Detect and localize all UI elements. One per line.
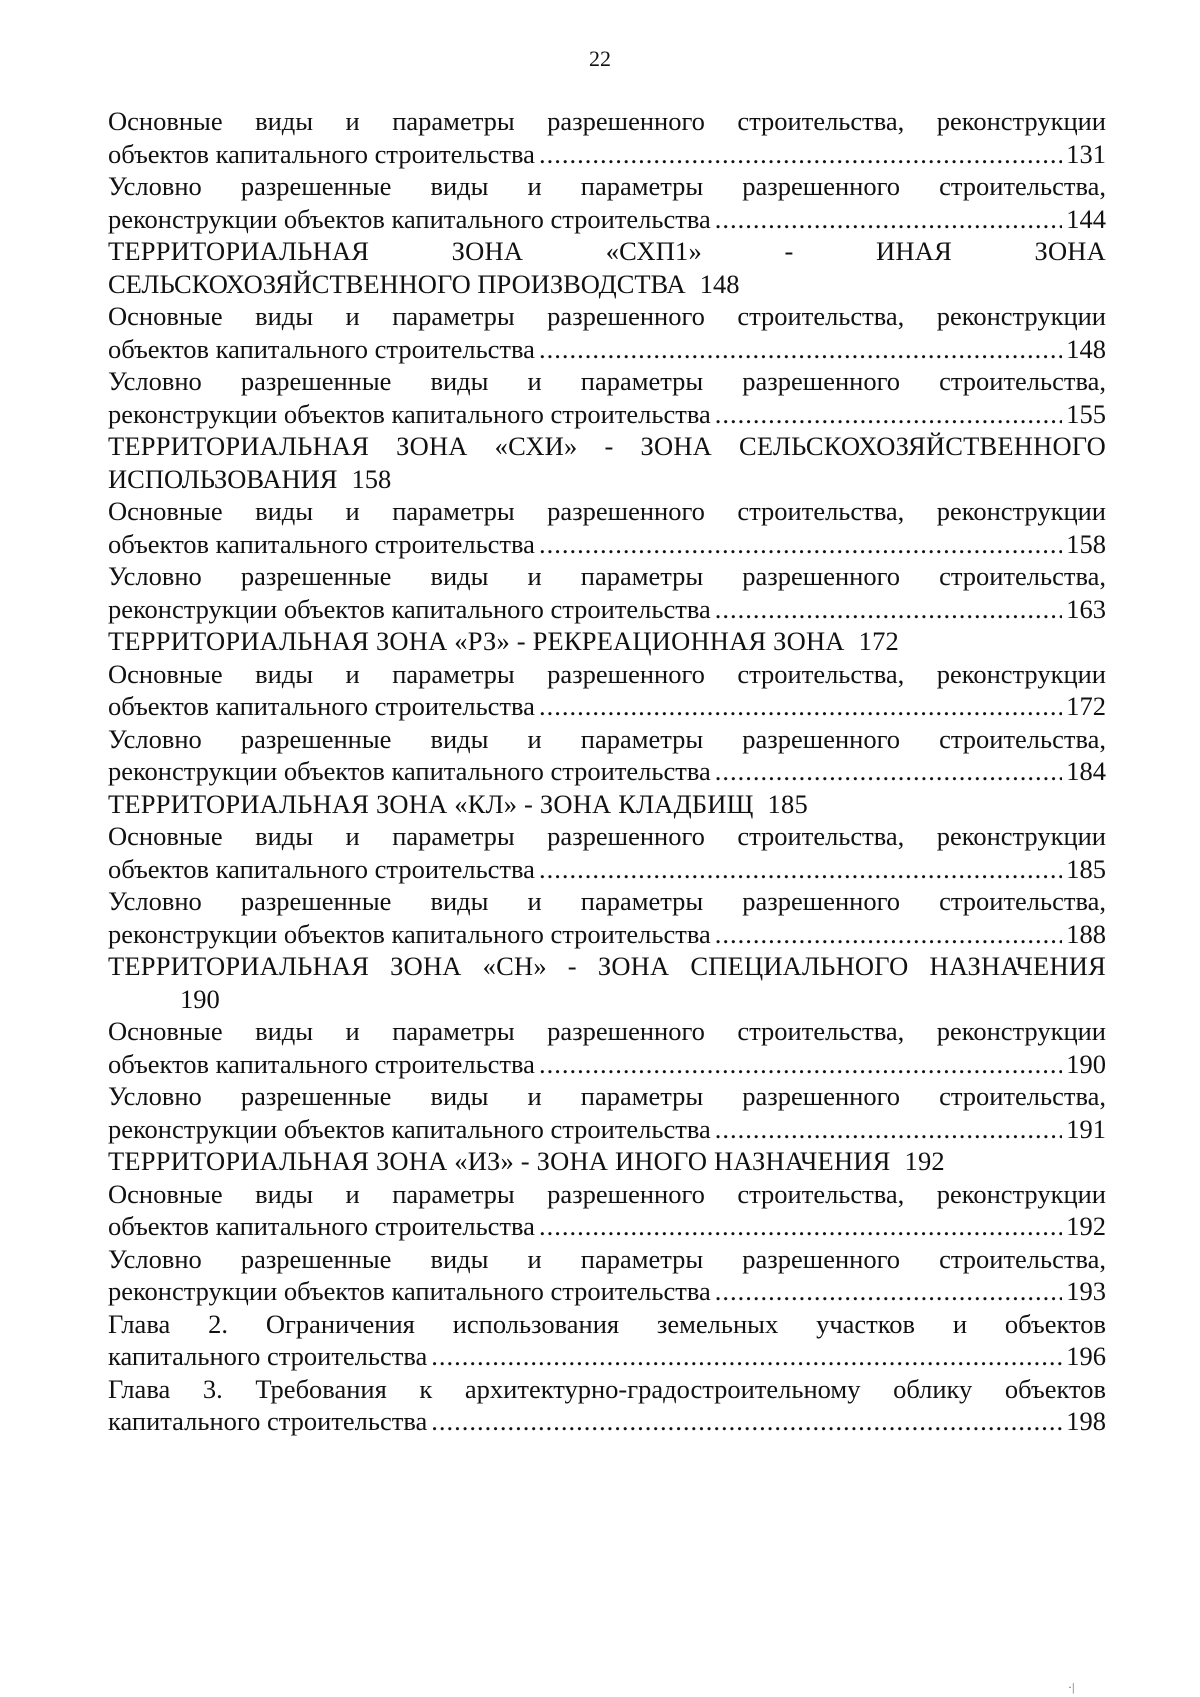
toc-entry bbox=[108, 170, 1106, 235]
toc-entry bbox=[108, 1243, 1106, 1308]
toc-entry-title-line1: Основные виды и параметры разрешенного строительства, реконструкции bbox=[108, 496, 1106, 526]
toc-entry-title-line1: Условно разрешенные виды и параметры разрешенного строительства, bbox=[108, 366, 1106, 396]
toc-entry bbox=[108, 1178, 1106, 1243]
toc-page-number: 158 bbox=[1066, 528, 1106, 559]
dot-leader bbox=[539, 528, 1062, 561]
zone-heading-text: СЕЛЬСКОХОЗЯЙСТВЕННОГО ПРОИЗВОДСТВА bbox=[108, 268, 686, 299]
toc-page-number: 163 bbox=[1066, 593, 1106, 624]
toc-entry-title-text: объектов капитального строительства bbox=[108, 853, 535, 884]
dot-leader bbox=[431, 1340, 1062, 1373]
toc-entry-title-line2 bbox=[108, 593, 1106, 626]
toc-entry-title-line2 bbox=[108, 528, 1106, 561]
toc-entry-title-line1: Основные виды и параметры разрешенного строительства, реконструкции bbox=[108, 301, 1106, 331]
dot-leader bbox=[539, 138, 1062, 171]
zone-heading-line2 bbox=[108, 983, 1106, 1016]
zone-heading-line1 bbox=[108, 788, 1106, 821]
toc-entry-title-line1: Условно разрешенные виды и параметры разрешенного строительства, bbox=[108, 886, 1106, 916]
dot-leader bbox=[539, 853, 1062, 886]
toc-entry bbox=[108, 300, 1106, 365]
toc-entry-title-text: реконструкции объектов капитального строительства bbox=[108, 1113, 711, 1144]
toc-entry-title-text: объектов капитального строительства bbox=[108, 528, 535, 559]
toc-entry bbox=[108, 1308, 1106, 1373]
toc-page-number: 190 bbox=[1066, 1048, 1106, 1079]
toc-entry-title-line2 bbox=[108, 1048, 1106, 1081]
toc-entry bbox=[108, 105, 1106, 170]
zone-heading-line2 bbox=[108, 463, 1106, 496]
toc-page-number: 192 bbox=[1066, 1211, 1106, 1241]
dot-leader bbox=[715, 918, 1062, 951]
toc-page-number: 193 bbox=[1066, 1276, 1106, 1306]
toc-entry-title-line1: Основные виды и параметры разрешенного строительства, реконструкции bbox=[108, 106, 1106, 136]
toc-page-number: 172 bbox=[1066, 691, 1106, 721]
zone-heading-text: ТЕРРИТОРИАЛЬНАЯ ЗОНА «ИЗ» - ЗОНА ИНОГО НАЗНАЧЕНИЯ bbox=[108, 1146, 891, 1176]
toc-entry-title-text: реконструкции объектов капитального строительства bbox=[108, 398, 711, 429]
zone-heading-text: ИСПОЛЬЗОВАНИЯ bbox=[108, 463, 338, 494]
toc-page-number: 191 bbox=[1066, 1113, 1106, 1144]
dot-leader bbox=[715, 398, 1062, 431]
toc-zone-heading bbox=[108, 788, 1106, 821]
toc-page-number: 131 bbox=[1066, 138, 1106, 169]
toc-page-number: 144 bbox=[1066, 203, 1106, 234]
toc-entry-title-line2 bbox=[108, 918, 1106, 951]
table-of-contents bbox=[108, 105, 1106, 1438]
toc-entry-title-text: реконструкции объектов капитального строительства bbox=[108, 756, 711, 786]
toc-page-number: 185 bbox=[1066, 853, 1106, 884]
toc-page-number: 190 bbox=[180, 983, 220, 1014]
toc-page-number: 188 bbox=[1066, 918, 1106, 949]
toc-entry bbox=[108, 365, 1106, 430]
toc-entry-title-text: реконструкции объектов капитального строительства bbox=[108, 203, 711, 234]
toc-entry bbox=[108, 658, 1106, 723]
toc-entry-title-line1: Основные виды и параметры разрешенного строительства, реконструкции bbox=[108, 821, 1106, 851]
scan-artifact-mark: ·| bbox=[1068, 1680, 1075, 1694]
dot-leader bbox=[539, 690, 1062, 723]
toc-entry-title-line1: Условно разрешенные виды и параметры разрешенного строительства, bbox=[108, 561, 1106, 591]
toc-entry-title-text: объектов капитального строительства bbox=[108, 138, 535, 169]
toc-entry-title-text: объектов капитального строительства bbox=[108, 1048, 535, 1079]
toc-entry-title-line1: Основные виды и параметры разрешенного строительства, реконструкции bbox=[108, 658, 1106, 689]
toc-entry-title-line1: Условно разрешенные виды и параметры разрешенного строительства, bbox=[108, 1081, 1106, 1111]
toc-entry-title-text: объектов капитального строительства bbox=[108, 333, 535, 364]
dot-leader bbox=[715, 1275, 1062, 1308]
dot-leader bbox=[715, 203, 1062, 236]
toc-entry-title-line2 bbox=[108, 1113, 1106, 1146]
zone-heading-line1: ТЕРРИТОРИАЛЬНАЯ ЗОНА «СН» - ЗОНА СПЕЦИАЛЬНОГО НАЗНАЧЕНИЯ bbox=[108, 951, 1106, 981]
toc-entry-title-line2 bbox=[108, 333, 1106, 366]
toc-entry bbox=[108, 1080, 1106, 1145]
toc-entry bbox=[108, 495, 1106, 560]
toc-entry bbox=[108, 885, 1106, 950]
toc-entry-title-line2 bbox=[108, 690, 1106, 723]
toc-entry-title-text: капитального строительства bbox=[108, 1341, 428, 1371]
toc-entry-title-line1: Условно разрешенные виды и параметры разрешенного строительства, bbox=[108, 171, 1106, 201]
toc-zone-heading bbox=[108, 1145, 1106, 1178]
toc-page-number: 185 bbox=[767, 788, 808, 819]
toc-zone-heading bbox=[108, 430, 1106, 495]
toc-zone-heading bbox=[108, 625, 1106, 658]
toc-entry-title-line2 bbox=[108, 1275, 1106, 1308]
dot-leader bbox=[539, 333, 1062, 366]
toc-zone-heading bbox=[108, 235, 1106, 300]
toc-entry bbox=[108, 723, 1106, 788]
toc-entry-title-line2 bbox=[108, 853, 1106, 886]
dot-leader bbox=[715, 593, 1062, 626]
dot-leader bbox=[539, 1048, 1062, 1081]
toc-entry-title-line1: Условно разрешенные виды и параметры разрешенного строительства, bbox=[108, 1243, 1106, 1274]
toc-entry-title-text: реконструкции объектов капитального строительства bbox=[108, 918, 711, 949]
toc-entry-title-line1: Основные виды и параметры разрешенного строительства, реконструкции bbox=[108, 1178, 1106, 1209]
toc-page-number: 155 bbox=[1066, 398, 1106, 429]
page-number: 22 bbox=[589, 46, 611, 71]
toc-entry-title-line1: Глава 3. Требования к архитектурно-градостроительному облику объектов bbox=[108, 1373, 1106, 1404]
toc-entry-title-text: реконструкции объектов капитального строительства bbox=[108, 593, 711, 624]
toc-entry bbox=[108, 560, 1106, 625]
toc-page-number: 184 bbox=[1066, 756, 1106, 786]
toc-entry bbox=[108, 820, 1106, 885]
zone-heading-line2 bbox=[108, 268, 1106, 301]
zone-heading-line1: ТЕРРИТОРИАЛЬНАЯ ЗОНА «СХП1» - ИНАЯ ЗОНА bbox=[108, 236, 1106, 266]
zone-heading-text: ТЕРРИТОРИАЛЬНАЯ ЗОНА «КЛ» - ЗОНА КЛАДБИЩ bbox=[108, 788, 754, 819]
toc-entry-title-text: реконструкции объектов капитального строительства bbox=[108, 1276, 711, 1306]
toc-zone-heading bbox=[108, 950, 1106, 1015]
toc-entry-title-text: объектов капитального строительства bbox=[108, 1211, 535, 1241]
dot-leader bbox=[715, 755, 1062, 788]
toc-entry-title-line2 bbox=[108, 1340, 1106, 1373]
dot-leader bbox=[431, 1405, 1062, 1438]
toc-entry bbox=[108, 1373, 1106, 1438]
toc-page-number: 192 bbox=[904, 1146, 945, 1176]
toc-entry-title-line2 bbox=[108, 138, 1106, 171]
toc-entry-title-text: капитального строительства bbox=[108, 1406, 428, 1436]
toc-entry-title-line2 bbox=[108, 203, 1106, 236]
toc-page-number: 198 bbox=[1066, 1406, 1106, 1436]
toc-entry-title-line2 bbox=[108, 398, 1106, 431]
toc-entry-title-line1: Основные виды и параметры разрешенного строительства, реконструкции bbox=[108, 1016, 1106, 1046]
zone-heading-text: ТЕРРИТОРИАЛЬНАЯ ЗОНА «РЗ» - РЕКРЕАЦИОННАЯ ЗОНА bbox=[108, 626, 845, 656]
toc-entry-title-text: объектов капитального строительства bbox=[108, 691, 535, 721]
zone-heading-line1: ТЕРРИТОРИАЛЬНАЯ ЗОНА «СХИ» - ЗОНА СЕЛЬСКОХОЗЯЙСТВЕННОГО bbox=[108, 431, 1106, 461]
toc-entry-title-line1: Условно разрешенные виды и параметры разрешенного строительства, bbox=[108, 723, 1106, 754]
toc-page-number: 158 bbox=[351, 463, 392, 494]
zone-heading-line1 bbox=[108, 625, 1106, 658]
toc-page-number: 148 bbox=[699, 268, 740, 299]
dot-leader bbox=[539, 1210, 1062, 1243]
toc-entry-title-line2 bbox=[108, 755, 1106, 788]
toc-entry bbox=[108, 1015, 1106, 1080]
dot-leader bbox=[715, 1113, 1062, 1146]
toc-page-number: 196 bbox=[1066, 1341, 1106, 1371]
toc-page-number: 148 bbox=[1066, 333, 1106, 364]
zone-heading-line1 bbox=[108, 1145, 1106, 1178]
toc-entry-title-line1: Глава 2. Ограничения использования земельных участков и объектов bbox=[108, 1308, 1106, 1339]
toc-page-number: 172 bbox=[858, 626, 900, 656]
toc-entry-title-line2 bbox=[108, 1405, 1106, 1438]
toc-entry-title-line2 bbox=[108, 1210, 1106, 1243]
